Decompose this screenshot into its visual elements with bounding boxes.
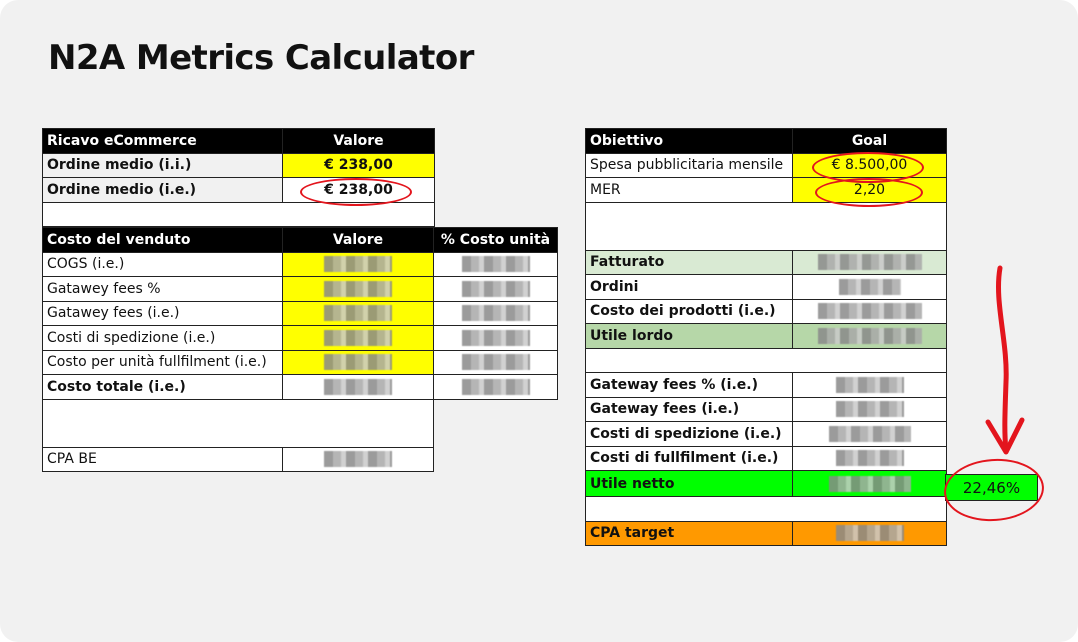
cell-label[interactable]: Gateway fees (i.e.) — [586, 397, 793, 422]
table-row — [43, 252, 558, 277]
redacted-value — [836, 450, 904, 466]
cell-value[interactable] — [793, 299, 947, 324]
cell-label[interactable]: Costi di fullfilment (i.e.) — [586, 446, 793, 471]
cost-table — [42, 227, 558, 472]
empty-row[interactable] — [586, 348, 947, 373]
cell-value[interactable] — [793, 373, 947, 398]
table-row — [43, 350, 558, 375]
cost-header: Costo del venduto — [43, 228, 283, 253]
cost-value-header: Valore — [283, 228, 434, 253]
cell-value-input[interactable] — [283, 277, 434, 302]
redacted-value — [462, 379, 530, 395]
revenue-value-header: Valore — [283, 129, 435, 154]
table-row — [586, 446, 947, 471]
redacted-value — [829, 426, 911, 442]
redacted-value — [324, 379, 392, 395]
table-row — [43, 447, 558, 472]
redacted-value — [462, 256, 530, 272]
cell-label[interactable]: Costi di spedizione (i.e.) — [43, 326, 283, 351]
table-row — [586, 373, 947, 398]
table-row — [586, 324, 947, 349]
cell-value-input[interactable] — [283, 326, 434, 351]
redacted-value — [324, 330, 392, 346]
cell-value[interactable] — [283, 447, 434, 472]
cell-label[interactable]: Gateway fees % (i.e.) — [586, 373, 793, 398]
table-row — [586, 471, 947, 497]
cell-label[interactable]: Fatturato — [586, 250, 793, 275]
table-row — [586, 397, 947, 422]
cell-label[interactable]: CPA BE — [43, 447, 283, 472]
blank-cell — [434, 399, 558, 447]
table-row — [586, 275, 947, 300]
cell-value[interactable] — [793, 471, 947, 497]
redacted-value — [836, 377, 904, 393]
cell-label[interactable]: Costi di spedizione (i.e.) — [586, 422, 793, 447]
cell-value-input[interactable] — [283, 301, 434, 326]
redacted-value — [462, 330, 530, 346]
cell-label[interactable]: Ordine medio (i.e.) — [43, 178, 283, 203]
cell-value-input[interactable]: € 8.500,00 — [793, 153, 947, 178]
redacted-value — [818, 254, 922, 270]
cell-value[interactable] — [283, 375, 434, 400]
cell-label[interactable]: COGS (i.e.) — [43, 252, 283, 277]
cell-label[interactable]: Ordini — [586, 275, 793, 300]
cell-unit[interactable] — [434, 252, 558, 277]
redacted-value — [836, 401, 904, 417]
redacted-value — [462, 354, 530, 370]
empty-row[interactable] — [586, 497, 947, 522]
cell-value-input[interactable]: € 238,00 — [283, 153, 435, 178]
cell-label[interactable]: CPA target — [586, 521, 793, 546]
table-row — [586, 299, 947, 324]
cost-unit-header: % Costo unità — [434, 228, 558, 253]
net-profit-percent[interactable]: 22,46% — [946, 475, 1038, 501]
redacted-value — [324, 305, 392, 321]
cell-value[interactable] — [793, 250, 947, 275]
cell-value[interactable] — [793, 324, 947, 349]
cell-unit[interactable] — [434, 301, 558, 326]
table-row — [586, 250, 947, 275]
annotation-circle-mer — [815, 178, 923, 207]
cell-label[interactable]: Gatawey fees % — [43, 277, 283, 302]
cell-label[interactable]: Utile lordo — [586, 324, 793, 349]
cell-label[interactable]: Gatawey fees (i.e.) — [43, 301, 283, 326]
empty-row[interactable] — [586, 202, 947, 250]
annotation-circle-ordine-medio — [300, 178, 412, 206]
redacted-value — [462, 281, 530, 297]
revenue-table — [42, 128, 435, 227]
redacted-value — [462, 305, 530, 321]
annotation-arrow-icon — [970, 262, 1030, 462]
objective-header: Obiettivo — [586, 129, 793, 154]
redacted-value — [324, 451, 392, 467]
cell-label[interactable]: Spesa pubblicitaria mensile — [586, 153, 793, 178]
empty-row[interactable] — [43, 202, 435, 227]
cell-value[interactable] — [793, 275, 947, 300]
blank-cell — [434, 447, 558, 472]
cell-value-input[interactable] — [283, 350, 434, 375]
table-row — [586, 521, 947, 546]
table-row — [43, 277, 558, 302]
redacted-value — [324, 281, 392, 297]
redacted-value — [324, 256, 392, 272]
revenue-header: Ricavo eCommerce — [43, 129, 283, 154]
redacted-value — [818, 303, 922, 319]
cell-label[interactable]: Costo dei prodotti (i.e.) — [586, 299, 793, 324]
cell-value-input[interactable] — [283, 252, 434, 277]
redacted-value — [324, 354, 392, 370]
cell-unit[interactable] — [434, 350, 558, 375]
redacted-value — [836, 525, 904, 541]
cell-label[interactable]: MER — [586, 178, 793, 203]
cell-value[interactable]: € 238,00 — [283, 178, 435, 203]
table-row — [43, 153, 435, 178]
page-title: N2A Metrics Calculator — [48, 38, 474, 78]
cell-value[interactable] — [793, 397, 947, 422]
goal-header: Goal — [793, 129, 947, 154]
cell-label[interactable]: Utile netto — [586, 471, 793, 497]
cell-unit[interactable] — [434, 375, 558, 400]
cell-unit[interactable] — [434, 326, 558, 351]
redacted-value — [829, 476, 911, 492]
table-row — [43, 375, 558, 400]
cell-label[interactable]: Costo totale (i.e.) — [43, 375, 283, 400]
redacted-value — [818, 328, 922, 344]
table-row — [43, 301, 558, 326]
cell-value[interactable] — [793, 446, 947, 471]
cell-value[interactable] — [793, 422, 947, 447]
redacted-value — [839, 279, 901, 295]
cell-label[interactable]: Ordine medio (i.i.) — [43, 153, 283, 178]
cell-label[interactable]: Costo per unità fullfilment (i.e.) — [43, 350, 283, 375]
table-row — [43, 326, 558, 351]
table-row — [586, 422, 947, 447]
empty-row[interactable] — [43, 399, 434, 447]
cell-value-input[interactable]: 2,20 — [793, 178, 947, 203]
cell-unit[interactable] — [434, 277, 558, 302]
cell-value[interactable] — [793, 521, 947, 546]
